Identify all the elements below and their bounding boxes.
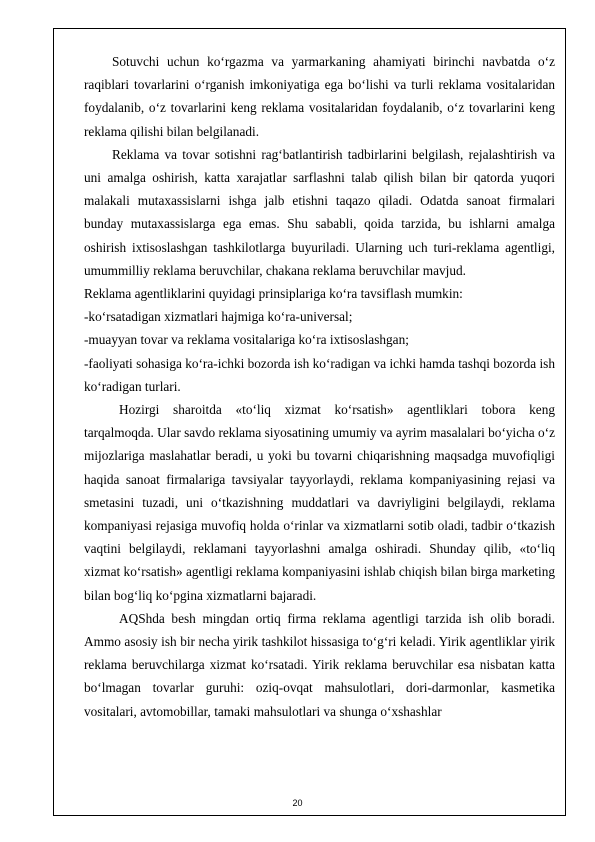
list-item-specialized: -muayyan tovar va reklama vositalariga ko‘ra ixtisoslashgan; <box>84 332 409 348</box>
paragraph-exhibition-importance: Sotuvchi uchun ko‘rgazma va yarmarkaning ahamiyati birinchi navbatda o‘z raqiblari tovarlarini o‘rganish imkoniyatiga ega bo‘lishi va turli reklama vositalaridan foydalanib, o‘z tovarlarini keng reklama vositalaridan foydalanib, o‘z tovarlarini keng reklama qilishi bilan belgilanadi. <box>84 54 555 139</box>
list-item-universal: -ko‘rsatadigan xizmatlari hajmiga ko‘ra-universal; <box>84 309 353 325</box>
paragraph-agency-principles-intro: Reklama agentliklarini quyidagi prinsiplariga ko‘ra tavsiflash mumkin: <box>84 286 463 302</box>
paragraph-advertising-planning: Reklama va tovar sotishni rag‘batlantirish tadbirlarini belgilash, rejalashtirish va uni amalga oshirish, katta xarajatlar sarflashni talab qilish bilan bir qatorda yuqori malakali mutaxassislarni ishga jalb etishni taqazo qiladi. Odatda sanoat firmalari bunday mutaxassislarga ega emas. Shu sababli, qoida tarzida, bu ishlarni amalga oshirish ixtisoslashgan tashkilotlarga buyuriladi. Ularning uch turi-reklama agentligi, umummilliy reklama beruvchilar, chakana reklama beruvchilar mavjud. <box>84 146 555 278</box>
paragraph-usa-agencies: AQShda besh mingdan ortiq firma reklama agentligi tarzida ish olib boradi. Ammo asosiy ish bir necha yirik tashkilot hissasiga to‘g‘ri keladi. Yirik agentliklar yirik reklama beruvchilarga xizmat ko‘rsatadi. Yirik reklama beruvchilar esa nisbatan katta bo‘lmagan tovarlar guruhi: oziq-ovqat mahsulotlari, dori-darmonlar, kasmetika vositalari, avtomobillar, tamaki mahsulotlari va shunga o‘xshashlar <box>84 610 555 719</box>
page-number: 20 <box>292 798 303 808</box>
list-item-market-scope: -faoliyati sohasiga ko‘ra-ichki bozorda ish ko‘radigan va ichki hamda tashqi bozorda ish ko‘radigan turlari. <box>84 355 555 394</box>
document-body <box>84 50 555 723</box>
paragraph-full-service-agencies: Hozirgi sharoitda «to‘liq xizmat ko‘rsatish» agentliklari tobora keng tarqalmoqda. Ular savdo reklama siyosatining umumiy va ayrim masalalari bo‘yicha o‘z mijozlariga maslahatlar beradi, u yoki bu tovarni chiqarishning maqsadga muvofiqligi haqida sanoat firmalariga tavsiyalar tayyorlaydi, reklama kompaniyasining rejasi va smetasini tuzadi, uni o‘tkazishning muddatlari va davriyligini belgilaydi, reklama kompaniyasi rejasiga muvofiq holda o‘rinlar va xizmatlarni sotib oladi, tadbir o‘tkazish vaqtini belgilaydi, reklamani tayyorlashni amalga oshiradi. Shunday qilib, «to‘liq xizmat ko‘rsatish» agentligi reklama kompaniyasini ishlab chiqish bilan birga marketing bilan bog‘liq ko‘pgina xizmatlarni bajaradi. <box>84 402 555 603</box>
